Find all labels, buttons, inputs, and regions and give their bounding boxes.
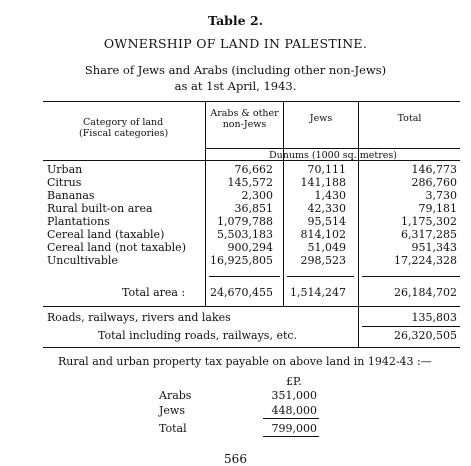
row-arabs: 5,503,183 <box>217 228 273 241</box>
roads-total: 135,803 <box>411 311 457 324</box>
total-area-label: Total area : <box>122 286 186 299</box>
subtitle-line-1: Share of Jews and Arabs (including other non-Jews) <box>84 63 387 77</box>
row-arabs: 145,572 <box>227 176 273 189</box>
grand-total-row <box>0 330 471 342</box>
row-jews: 1,430 <box>314 189 346 202</box>
tax-heading: Rural and urban property tax payable on above land in 1942-43 :— <box>58 355 432 368</box>
grand-total-value: 26,320,505 <box>394 329 457 342</box>
subtotal-rule-jews <box>287 276 354 277</box>
row-total: 951,343 <box>411 241 457 254</box>
total-area-row <box>0 287 471 299</box>
grand-total-rule <box>362 326 460 327</box>
total-area-total: 26,184,702 <box>394 286 457 299</box>
total-area-jews: 1,514,247 <box>290 286 346 299</box>
subtotal-rule-arabs <box>209 276 280 277</box>
grand-total-label: Total including roads, railways, etc. <box>98 329 298 342</box>
row-total: 286,760 <box>411 176 457 189</box>
row-arabs: 36,851 <box>234 202 273 215</box>
header-category-line2: (Fiscal categories) <box>79 128 169 139</box>
row-total: 146,773 <box>411 163 457 176</box>
subtitle-line-2: as at 1st April, 1943. <box>174 79 297 93</box>
row-jews: 298,523 <box>300 254 346 267</box>
table-row <box>0 242 471 254</box>
table-row <box>0 203 471 215</box>
row-arabs: 16,925,805 <box>210 254 273 267</box>
table-row <box>0 190 471 202</box>
row-jews: 141,188 <box>300 176 346 189</box>
row-category: Bananas <box>47 189 95 202</box>
row-jews: 95,514 <box>307 215 346 228</box>
roads-label: Roads, railways, rivers and lakes <box>47 311 231 324</box>
row-arabs: 76,662 <box>234 163 273 176</box>
row-arabs: 2,300 <box>241 189 273 202</box>
header-jews: Jews <box>309 113 333 124</box>
document-title: OWNERSHIP OF LAND IN PALESTINE. <box>103 36 368 51</box>
row-total: 1,175,302 <box>401 215 457 228</box>
total-area-bottom-rule <box>43 306 460 307</box>
tax-value: 351,000 <box>271 389 317 402</box>
header-arabs-line1: Arabs & other <box>210 108 279 119</box>
table-row <box>0 177 471 189</box>
row-category: Uncultivable <box>47 254 118 267</box>
roads-row <box>0 312 471 324</box>
units-rule <box>205 148 460 149</box>
tax-label: Arabs <box>159 389 192 402</box>
tax-value: 448,000 <box>271 404 317 417</box>
table-top-rule <box>43 101 460 102</box>
row-arabs: 900,294 <box>227 241 273 254</box>
row-category: Plantations <box>47 215 110 228</box>
tax-label: Jews <box>159 404 185 417</box>
row-jews: 51,049 <box>307 241 346 254</box>
row-category: Rural built-on area <box>47 202 153 215</box>
table-number: Table 2. <box>207 13 264 28</box>
table-row <box>0 229 471 241</box>
tax-total-label: Total <box>159 422 187 435</box>
header-units: Dunums (1000 sq. metres) <box>269 150 397 161</box>
row-jews: 42,330 <box>307 202 346 215</box>
header-arabs-line2: non-Jews <box>222 119 267 130</box>
row-category: Cereal land (not taxable) <box>47 241 186 254</box>
table-row <box>0 255 471 267</box>
row-total: 6,317,285 <box>401 228 457 241</box>
table-bottom-rule <box>43 347 460 348</box>
row-total: 17,224,328 <box>394 254 457 267</box>
row-total: 3,730 <box>425 189 457 202</box>
header-total: Total <box>397 113 422 124</box>
table-row <box>0 216 471 228</box>
row-total: 79,181 <box>418 202 457 215</box>
tax-total-rule <box>263 418 319 419</box>
page-number: 566 <box>224 452 247 466</box>
row-category: Urban <box>47 163 83 176</box>
row-arabs: 1,079,788 <box>217 215 273 228</box>
row-jews: 70,111 <box>307 163 346 176</box>
tax-total-underline <box>263 436 319 437</box>
subtotal-rule-total <box>362 276 460 277</box>
table-row <box>0 164 471 176</box>
tax-total-value: 799,000 <box>271 422 317 435</box>
total-area-arabs: 24,670,455 <box>210 286 273 299</box>
tax-currency-header: £P. <box>286 375 302 388</box>
row-category: Citrus <box>47 176 82 189</box>
header-category-line1: Category of land <box>83 117 164 128</box>
row-jews: 814,102 <box>300 228 346 241</box>
row-category: Cereal land (taxable) <box>47 228 165 241</box>
